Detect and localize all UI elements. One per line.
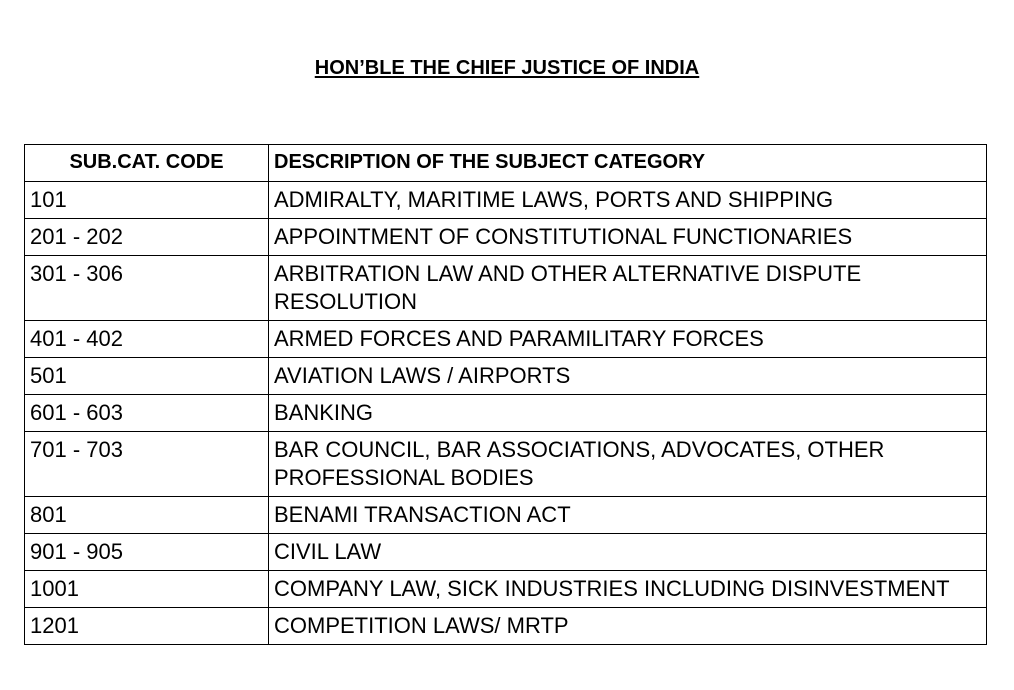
row-description: ARBITRATION LAW AND OTHER ALTERNATIVE DISPUTE RESOLUTION — [269, 256, 987, 321]
row-code: 1201 — [25, 608, 269, 645]
row-code: 201 - 202 — [25, 219, 269, 256]
table-row — [25, 534, 987, 571]
row-code: 701 - 703 — [25, 432, 269, 497]
row-description: APPOINTMENT OF CONSTITUTIONAL FUNCTIONARIES — [269, 219, 987, 256]
table-row — [25, 432, 987, 497]
row-code: 501 — [25, 358, 269, 395]
table-row — [25, 256, 987, 321]
row-code: 901 - 905 — [25, 534, 269, 571]
table-header-row — [25, 145, 987, 182]
table-row — [25, 358, 987, 395]
row-description: ARMED FORCES AND PARAMILITARY FORCES — [269, 321, 987, 358]
table-row — [25, 321, 987, 358]
header-description: DESCRIPTION OF THE SUBJECT CATEGORY — [269, 145, 987, 182]
header-sub-cat-code: SUB.CAT. CODE — [25, 145, 269, 182]
table-row — [25, 182, 987, 219]
row-code: 801 — [25, 497, 269, 534]
row-description: ADMIRALTY, MARITIME LAWS, PORTS AND SHIPPING — [269, 182, 987, 219]
table-row — [25, 608, 987, 645]
row-description: CIVIL LAW — [269, 534, 987, 571]
row-description: AVIATION LAWS / AIRPORTS — [269, 358, 987, 395]
row-description: COMPETITION LAWS/ MRTP — [269, 608, 987, 645]
row-description: BENAMI TRANSACTION ACT — [269, 497, 987, 534]
row-code: 601 - 603 — [25, 395, 269, 432]
row-description: BAR COUNCIL, BAR ASSOCIATIONS, ADVOCATES, OTHER PROFESSIONAL BODIES — [269, 432, 987, 497]
row-code: 101 — [25, 182, 269, 219]
table-row — [25, 497, 987, 534]
table-row — [25, 395, 987, 432]
subject-category-table — [24, 144, 987, 645]
table-row — [25, 571, 987, 608]
table-row — [25, 219, 987, 256]
row-code: 401 - 402 — [25, 321, 269, 358]
row-description: BANKING — [269, 395, 987, 432]
row-description: COMPANY LAW, SICK INDUSTRIES INCLUDING DISINVESTMENT — [269, 571, 987, 608]
page-title: HON’BLE THE CHIEF JUSTICE OF INDIA — [314, 57, 700, 79]
row-code: 1001 — [25, 571, 269, 608]
row-code: 301 - 306 — [25, 256, 269, 321]
